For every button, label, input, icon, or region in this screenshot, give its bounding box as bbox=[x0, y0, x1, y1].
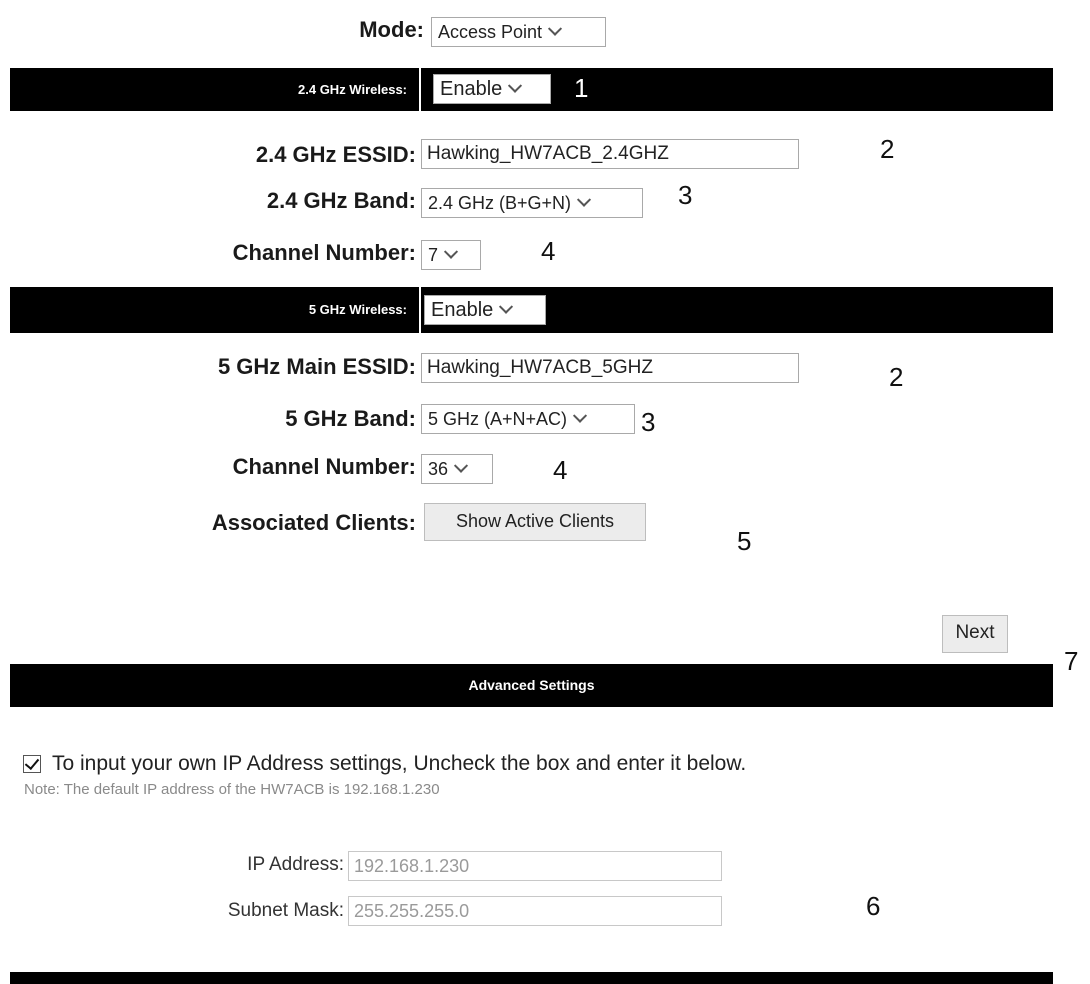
band-5-value: 5 GHz (A+N+AC) bbox=[428, 409, 568, 429]
annotation-3: 3 bbox=[678, 180, 693, 210]
chevron-down-icon bbox=[499, 299, 513, 313]
annotation-3: 3 bbox=[641, 407, 656, 437]
subnet-mask-input[interactable] bbox=[348, 896, 722, 926]
band-24-value: 2.4 GHz (B+G+N) bbox=[428, 193, 572, 213]
bottom-bar bbox=[10, 972, 1053, 984]
essid-5-label: 5 GHz Main ESSID: bbox=[217, 354, 416, 379]
chevron-down-icon bbox=[454, 459, 468, 473]
mode-select-value: Access Point bbox=[438, 22, 543, 42]
annotation-7: 7 bbox=[1064, 646, 1079, 676]
channel-24-value: 7 bbox=[428, 245, 439, 265]
clients-label: Associated Clients: bbox=[211, 510, 416, 535]
wireless-5-bar-label: 5 GHz Wireless: bbox=[308, 302, 407, 317]
chevron-down-icon bbox=[573, 409, 587, 423]
mode-label: Mode: bbox=[359, 17, 424, 42]
chevron-down-icon bbox=[508, 78, 522, 92]
show-active-clients-button[interactable]: Show Active Clients bbox=[424, 503, 646, 541]
subnet-mask-label: Subnet Mask: bbox=[227, 900, 344, 921]
wireless-5-enable-select[interactable] bbox=[424, 295, 546, 325]
annotation-4: 4 bbox=[553, 455, 568, 485]
essid-24-label: 2.4 GHz ESSID: bbox=[255, 142, 416, 167]
channel-5-value: 36 bbox=[428, 459, 449, 479]
wireless-24-enable-select[interactable] bbox=[433, 74, 551, 104]
mode-select[interactable] bbox=[431, 17, 606, 47]
ip-address-label: IP Address: bbox=[247, 854, 344, 875]
annotation-2: 2 bbox=[889, 362, 904, 392]
annotation-1: 1 bbox=[574, 73, 589, 103]
wireless-24-bar-label: 2.4 GHz Wireless: bbox=[298, 82, 407, 97]
ip-settings-checkbox-text: To input your own IP Address settings, Uncheck the box and enter it below. bbox=[52, 752, 747, 775]
band-5-select[interactable] bbox=[421, 404, 635, 434]
wireless-24-enable-value: Enable bbox=[440, 78, 503, 100]
chevron-down-icon bbox=[444, 245, 458, 259]
channel-24-select[interactable] bbox=[421, 240, 481, 270]
channel-24-label: Channel Number: bbox=[232, 240, 416, 265]
checkmark-icon bbox=[25, 755, 39, 770]
essid-5-input[interactable] bbox=[421, 353, 799, 383]
annotation-2: 2 bbox=[880, 134, 895, 164]
channel-5-label: Channel Number: bbox=[232, 454, 416, 479]
chevron-down-icon bbox=[548, 22, 562, 36]
advanced-settings-title: Advanced Settings bbox=[468, 677, 595, 693]
annotation-6: 6 bbox=[866, 891, 881, 921]
annotation-5: 5 bbox=[737, 526, 752, 556]
bar-divider bbox=[419, 68, 421, 111]
default-ip-note: Note: The default IP address of the HW7ACB is 192.168.1.230 bbox=[24, 781, 440, 798]
chevron-down-icon bbox=[577, 193, 591, 207]
essid-24-input[interactable] bbox=[421, 139, 799, 169]
band-24-select[interactable] bbox=[421, 188, 643, 218]
next-button[interactable]: Next bbox=[942, 615, 1008, 653]
wireless-5-enable-value: Enable bbox=[431, 299, 494, 321]
band-24-label: 2.4 GHz Band: bbox=[266, 188, 416, 213]
ip-address-input[interactable] bbox=[348, 851, 722, 881]
band-5-label: 5 GHz Band: bbox=[285, 406, 416, 431]
ip-settings-checkbox[interactable] bbox=[23, 755, 41, 773]
bar-divider bbox=[419, 287, 421, 333]
channel-5-select[interactable] bbox=[421, 454, 493, 484]
annotation-4: 4 bbox=[541, 236, 556, 266]
